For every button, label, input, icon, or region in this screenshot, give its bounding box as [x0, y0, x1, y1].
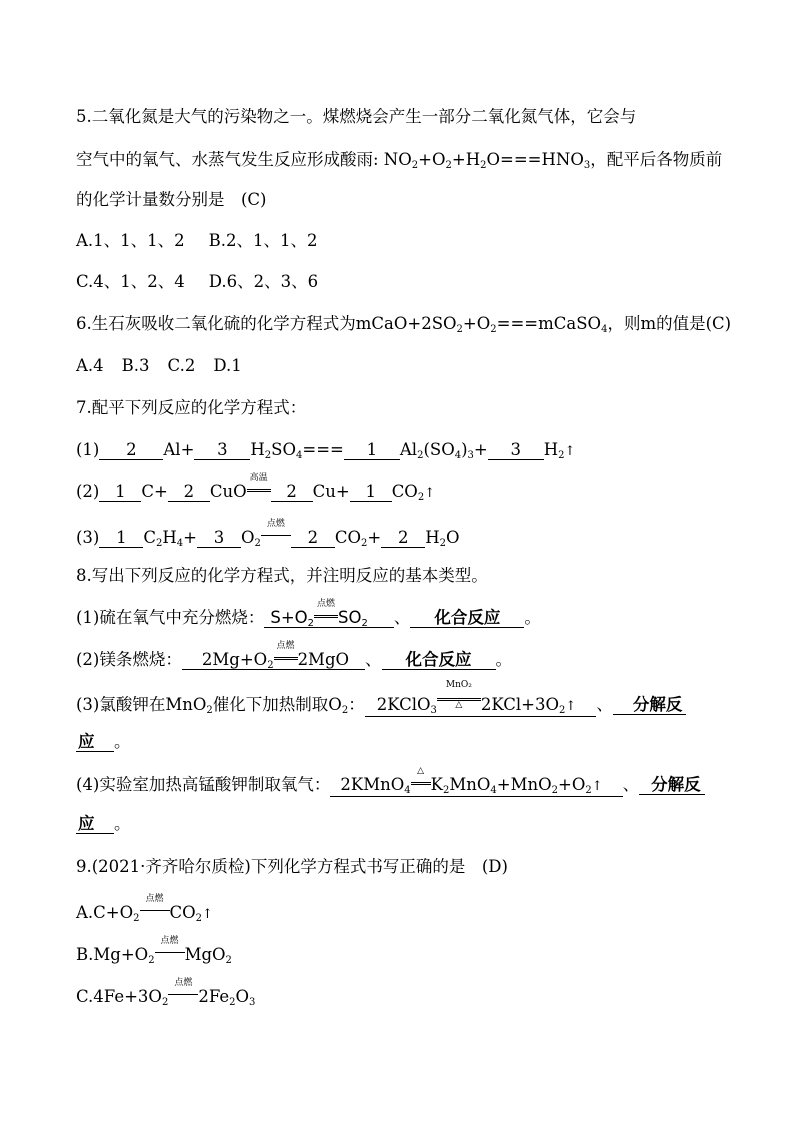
q9-option-a: $A.C+O_2$ 点燃 $CO_2↑$: [76, 894, 213, 924]
answer-blank: 1: [350, 483, 392, 502]
reaction-condition: MnO₂ △: [437, 695, 481, 709]
q6-options: [76, 356, 718, 376]
reaction-condition: 点燃: [274, 650, 298, 664]
reaction-condition: 点燃: [314, 608, 338, 622]
q8-part-2: (2)镁条燃烧： $2Mg+O_2$ 点燃 2MgO 、 化合反应 。: [76, 641, 513, 671]
q8-part-3-cont: 应 。: [78, 732, 131, 751]
answer-blank: 2: [381, 529, 425, 548]
answer-blank: 2KClO$_3$ MnO₂ △ $2KCl+3O_2↑$: [365, 695, 597, 717]
gas-arrow-icon: ↑: [202, 907, 213, 922]
answer-blank: 化合反应: [410, 609, 524, 628]
gas-arrow-icon: ↑: [564, 444, 576, 459]
answer-blank: 3: [197, 529, 241, 548]
gas-arrow-icon: ↑: [591, 779, 603, 794]
answer-blank: 分解反: [613, 696, 687, 715]
q7-title: 7.配平下列反应的化学方程式：: [76, 398, 307, 417]
answer-blank: 1: [99, 483, 141, 502]
reaction-condition: 点燃: [140, 903, 170, 917]
answer-blank: 1: [344, 441, 400, 460]
answer-blank: 3: [194, 441, 250, 460]
q6-option-b: B.3: [121, 356, 150, 375]
q9-option-c: $C.4Fe+3O_2$ 点燃 $2Fe_2O_3$: [76, 978, 256, 1008]
answer-blank: 2: [291, 529, 335, 548]
q9-title: 9.(2021·齐齐哈尔质检)下列化学方程式书写正确的是 (D): [76, 857, 508, 876]
q5-option-a: A.1、1、1、2: [76, 231, 185, 250]
q5-option-b: B.2、1、1、2: [208, 231, 318, 250]
q6-option-a: A.4: [76, 356, 104, 375]
reaction-condition: 点燃: [168, 987, 198, 1001]
gas-arrow-icon: ↑: [565, 699, 577, 714]
answer-blank: $2Mg+O_2$ 点燃 2MgO: [182, 650, 365, 670]
q8-part-4-cont: 应 。: [78, 814, 131, 833]
q9-option-b: $B.Mg+O_2$ 点燃 MgO$_2$: [76, 936, 232, 966]
q5-option-d: D.6、2、3、6: [208, 272, 319, 291]
q7-reaction-3: (3) 1 $C_2H_4+ 3$ $O_2$ 点燃 2 $CO_2+ 2$ $H_2O$: [76, 519, 460, 549]
answer-blank: 应: [76, 733, 114, 752]
q7-reaction-2: (2) 1 C+ 2 CuO 高温 2 Cu+ 1 $CO_2↑$: [76, 473, 436, 503]
q5-options-ab: [76, 231, 718, 251]
q5-line1: 5.二氧化氮是大气的污染物之一。煤燃烧会产生一部分二氧化氮气体，它会与: [76, 107, 637, 126]
q5-option-c: C.4、1、2、4: [76, 272, 185, 291]
q6-stem: 6.生石灰吸收二氧化硫的化学方程式为$mCaO+2SO_2+O_2===mCaSO_4$，则m的值是(C): [76, 314, 732, 335]
q8-title: 8.写出下列反应的化学方程式，并注明反应的基本类型。: [76, 566, 488, 585]
q5-line2: 空气中的氧气、水蒸气发生反应形成酸雨: $NO_2+O_2+H_2O===HNO_3$，配平后各物质前: [76, 150, 723, 171]
q7-reaction-1: (1) 2 Al+ 3 $H_2SO_4=== 1$ $Al_2(SO_4)_3+ 3$ $H_2↑$: [76, 440, 576, 461]
answer-blank: 2: [99, 441, 163, 460]
answer-blank: 3: [488, 441, 544, 460]
q8-part-4: (4)实验室加热高锰酸钾制取氧气： 2KMnO$_4$ △ $K_2MnO_4+MnO_2+O_2↑$ 、 分解反: [76, 775, 718, 797]
q5-options-cd: [76, 272, 718, 292]
answer-blank: 化合反应: [382, 651, 496, 670]
reaction-condition: △: [411, 775, 431, 789]
q8-part-3: (3)氯酸钾在MnO$_2$催化下加热制取$O_2$： 2KClO$_3$ MnO₂ △ $2KCl+3O_2↑$ 、 分解反: [76, 695, 718, 717]
q8-part-1: (1)硫在氧气中充分燃烧： $S+O_2$ 点燃 $SO_2$ 、 化合反应 。: [76, 599, 541, 629]
gas-arrow-icon: ↑: [424, 486, 436, 501]
answer-blank: $S+O_2$ 点燃 $SO_2$: [264, 608, 394, 628]
q6-option-c: C.2: [167, 356, 196, 375]
answer-blank: 分解反: [639, 776, 705, 795]
answer-blank: 应: [76, 815, 114, 834]
q6-option-d: D.1: [213, 356, 242, 375]
answer-blank: 2: [168, 483, 210, 502]
q5-line3: 的化学计量数分别是 (C): [76, 190, 267, 209]
answer-blank: 1: [99, 529, 143, 548]
reaction-condition: 高温: [247, 482, 271, 496]
reaction-condition: 点燃: [155, 945, 185, 959]
reaction-condition: 点燃: [261, 528, 291, 542]
answer-blank: 2KMnO$_4$ △ $K_2MnO_4+MnO_2+O_2↑$: [330, 775, 622, 797]
answer-blank: 2: [271, 483, 313, 502]
